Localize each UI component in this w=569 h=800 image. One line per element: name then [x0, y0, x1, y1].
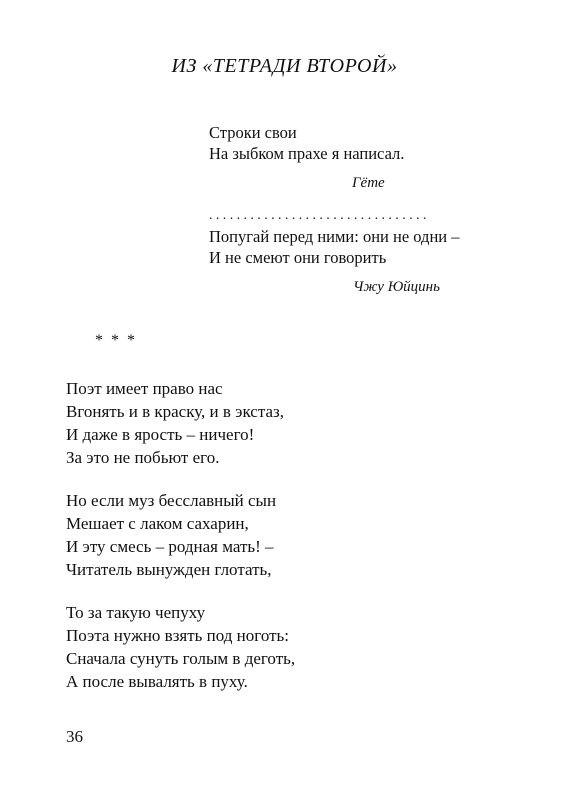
stanza	[66, 377, 295, 469]
epigraph-line: И не смеют они говорить	[209, 248, 387, 267]
ellipsis-dots: ................................	[209, 208, 430, 223]
poem-line: А после вывалять в пуху.	[66, 672, 248, 691]
epigraph-goethe	[209, 122, 404, 194]
poem-body	[66, 377, 295, 713]
poem-line: Сначала сунуть голым в деготь,	[66, 649, 296, 668]
epigraph-attribution: Гёте	[352, 175, 385, 191]
poem-line: И даже в ярость – ничего!	[66, 425, 255, 444]
epigraph-line: Строки свои	[209, 123, 297, 142]
poem-line: Вгонять и в краску, и в экстаз,	[66, 402, 284, 421]
stanza	[66, 601, 295, 693]
stanza	[66, 489, 295, 581]
poem-line: Поэт имеет право нас	[66, 379, 223, 398]
epigraph-zhu-yuqin	[209, 205, 459, 298]
poem-line: Читатель вынужден глотать,	[66, 560, 272, 579]
poem-line: То за такую чепуху	[66, 603, 206, 622]
page-number: 36	[66, 727, 83, 746]
poem-separator: * * *	[95, 332, 137, 349]
epigraph-line: На зыбком прахе я написал.	[209, 144, 405, 163]
section-title: ИЗ «ТЕТРАДИ ВТОРОЙ»	[171, 55, 398, 77]
poem-line: Мешает с лаком сахарин,	[66, 514, 249, 533]
epigraph-line: Попугай перед ними: они не одни –	[209, 227, 460, 246]
poem-line: И эту смесь – родная мать! –	[66, 537, 274, 556]
poem-line: Но если муз бесславный сын	[66, 491, 277, 510]
poem-line: Поэта нужно взять под ноготь:	[66, 626, 290, 645]
epigraph-attribution: Чжу Юйцинь	[353, 279, 440, 295]
poem-line: За это не побьют его.	[66, 448, 220, 467]
